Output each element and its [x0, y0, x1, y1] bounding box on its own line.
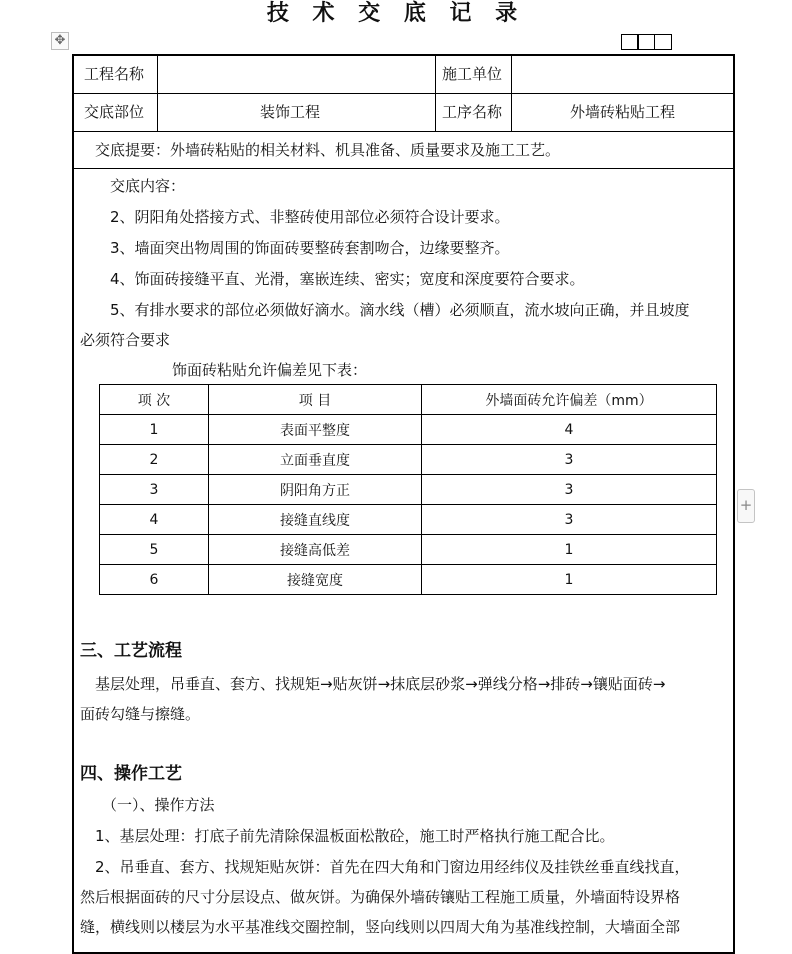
table-cell-no: 1: [100, 415, 209, 445]
page-box: [621, 34, 639, 50]
process-flow-text: 面砖勾缝与擦缝。: [80, 705, 201, 723]
row-divider: [74, 168, 733, 169]
table-cell-tolerance: 4: [422, 415, 717, 445]
content-item: 必须符合要求: [80, 331, 171, 349]
table-cell-no: 2: [100, 445, 209, 475]
table-row: [100, 475, 717, 505]
table-cell-tolerance: 3: [422, 505, 717, 535]
tolerance-table: [99, 384, 717, 595]
table-cell-tolerance: 3: [422, 475, 717, 505]
table-row: [100, 565, 717, 595]
table-cell-item: 阴阳角方正: [209, 475, 422, 505]
content-item: 2、阴阳角处搭接方式、非整砖使用部位必须符合设计要求。: [110, 208, 510, 226]
disclosure-summary: 交底提要：外墙砖粘贴的相关材料、机具准备、质量要求及施工工艺。: [95, 141, 561, 159]
move-handle-icon[interactable]: ✥: [51, 32, 69, 50]
process-flow-text: 基层处理，吊垂直、套方、找规矩→贴灰饼→抹底层砂浆→弹线分格→排砖→镶贴面砖→: [95, 675, 666, 693]
row-divider: [74, 131, 733, 132]
table-cell-item: 接缝高低差: [209, 535, 422, 565]
document-title: 技 术 交 底 记 录: [266, 0, 526, 26]
table-cell-tolerance: 3: [422, 445, 717, 475]
table-cell-tolerance: 1: [422, 565, 717, 595]
table-row: [100, 415, 717, 445]
table-cell-no: 5: [100, 535, 209, 565]
operation-paragraph: 1、基层处理：打底子前先清除保温板面松散砼，施工时严格执行施工配合比。: [95, 827, 615, 845]
table-caption: 饰面砖粘贴允许偏差见下表：: [172, 361, 368, 379]
add-column-icon[interactable]: +: [737, 489, 755, 523]
table-cell-no: 6: [100, 565, 209, 595]
table-header-item: 项 目: [209, 385, 422, 415]
table-cell-item: 表面平整度: [209, 415, 422, 445]
table-row: [100, 445, 717, 475]
page-number-boxes: [622, 34, 672, 50]
col-divider: [435, 56, 436, 131]
construction-unit-label: 施工单位: [442, 65, 503, 83]
content-item: 3、墙面突出物周围的饰面砖要整砖套割吻合，边缘要整齐。: [110, 239, 510, 257]
table-cell-tolerance: 1: [422, 535, 717, 565]
table-row: [100, 535, 717, 565]
table-header-row: [100, 385, 717, 415]
table-cell-no: 4: [100, 505, 209, 535]
table-cell-item: 接缝宽度: [209, 565, 422, 595]
col-divider: [511, 56, 512, 131]
table-header-item-no: 项 次: [100, 385, 209, 415]
operation-paragraph: 缝，横线则以楼层为水平基准线交圈控制，竖向线则以四周大角为基准线控制，大墙面全部: [80, 918, 681, 936]
table-cell-no: 3: [100, 475, 209, 505]
table-header-tolerance: 外墙面砖允许偏差（mm）: [422, 385, 717, 415]
disclosure-part-value[interactable]: 装饰工程: [260, 103, 321, 121]
section-heading-operation: 四、操作工艺: [80, 764, 182, 784]
table-cell-item: 立面垂直度: [209, 445, 422, 475]
section-heading-process-flow: 三、工艺流程: [80, 641, 182, 661]
row-divider: [74, 93, 733, 94]
content-heading: 交底内容：: [110, 177, 186, 195]
table-row: [100, 505, 717, 535]
disclosure-part-label: 交底部位: [84, 103, 145, 121]
page-box: [654, 34, 672, 50]
project-name-label: 工程名称: [84, 65, 145, 83]
operation-paragraph: 2、吊垂直、套方、找规矩贴灰饼：首先在四大角和门窗边用经纬仪及挂铁丝垂直线找直，: [95, 858, 690, 876]
process-name-value[interactable]: 外墙砖粘贴工程: [570, 103, 676, 121]
table-cell-item: 接缝直线度: [209, 505, 422, 535]
content-item: 5、有排水要求的部位必须做好滴水。滴水线（槽）必须顺直，流水坡向正确，并且坡度: [110, 301, 690, 319]
content-item: 4、饰面砖接缝平直、光滑，塞嵌连续、密实；宽度和深度要符合要求。: [110, 270, 585, 288]
operation-subheading: （一）、操作方法: [102, 796, 215, 814]
operation-paragraph: 然后根据面砖的尺寸分层设点、做灰饼。为确保外墙砖镶贴工程施工质量，外墙面特设界格: [80, 888, 681, 906]
process-name-label: 工序名称: [442, 103, 503, 121]
col-divider: [157, 56, 158, 131]
page-box: [637, 34, 655, 50]
